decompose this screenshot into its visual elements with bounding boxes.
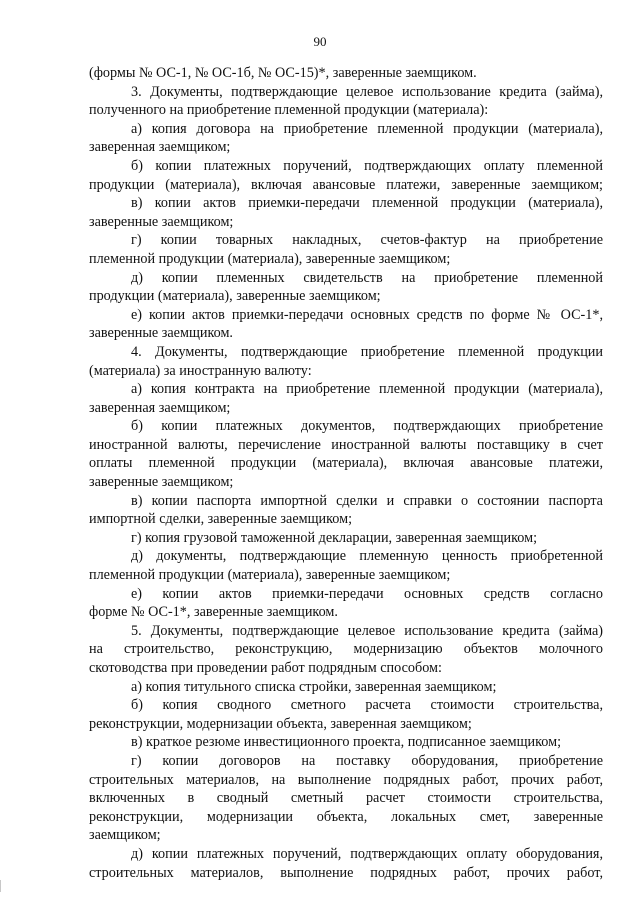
text-line: 5. Документы, подтверждающие целевое использование кредита (займа) (131, 622, 603, 639)
text-line: племенной продукции (материала), заверенные заемщиком; (89, 250, 451, 267)
text-line: заемщиком; (89, 827, 161, 844)
text-line: б) копии платежных документов, подтверждающих приобретение (131, 418, 603, 435)
text-line: в) копии паспорта импортной сделки и справки о состоянии паспорта (131, 492, 603, 509)
scan-edge-mark (0, 880, 5, 892)
text-line: в) краткое резюме инвестиционного проекта, подписанное заемщиком; (131, 734, 562, 751)
text-line: заверенная заемщиком; (89, 399, 231, 416)
text-line: заверенные заемщиком; (89, 213, 234, 230)
text-line: г) копии договоров на поставку оборудования, приобретение (131, 752, 603, 769)
text-line: импортной сделки, заверенные заемщиком; (89, 511, 353, 528)
text-line: иностранной валюты, перечисление иностранной валюты поставщику в счет (89, 436, 603, 453)
text-line: оплаты племенной продукции (материала), включая авансовые платежи, (89, 455, 603, 472)
text-line: продукции (материала), включая авансовые платежи, заверенные заемщиком; (89, 176, 603, 193)
text-line: е) копии актов приемки-передачи основных средств согласно (131, 585, 603, 602)
text-line: реконструкции, модернизации объекта, заверенная заемщиком; (89, 715, 472, 732)
text-line: полученного на приобретение племенной продукции (материала): (89, 102, 489, 119)
text-line: е) копии актов приемки-передачи основных средств по форме № ОС-1*, (131, 306, 603, 323)
text-line: д) документы, подтверждающие племенную ценность приобретенной (131, 548, 603, 565)
text-line: а) копия договора на приобретение племенной продукции (материала), (131, 120, 603, 137)
text-line: (материала) за иностранную валюту: (89, 362, 312, 379)
text-line: заверенные заемщиком; (89, 474, 234, 491)
text-line: (формы № ОС-1, № ОС-1б, № ОС-15)*, заверенные заемщиком. (89, 65, 477, 81)
text-line: племенной продукции (материала), заверенные заемщиком; (89, 567, 451, 584)
text-line: скотоводства при проведении работ подрядным способом: (89, 660, 442, 676)
text-line: в) копии актов приемки-передачи племенной продукции (материала), (131, 195, 603, 212)
text-line: г) копия грузовой таможенной декларации, заверенная заемщиком; (131, 529, 538, 546)
text-line: заверенные заемщиком. (89, 325, 233, 342)
text-line: продукции (материала), заверенные заемщиком; (89, 288, 381, 305)
document-body (89, 64, 603, 882)
text-line: б) копии платежных поручений, подтверждающих оплату племенной (131, 157, 603, 174)
text-line: реконструкции, модернизации объекта, локальных смет, заверенные (89, 808, 603, 825)
text-line: а) копия титульного списка стройки, заверенная заемщиком; (131, 678, 497, 695)
text-line: форме № ОС-1*, заверенные заемщиком. (89, 604, 338, 621)
text-line: д) копии племенных свидетельств на приобретение племенной (131, 269, 603, 286)
text-line: строительных материалов, на выполнение подрядных работ, прочих работ, (89, 771, 603, 788)
text-line: г) копии товарных накладных, счетов-фактур на приобретение (131, 232, 603, 249)
text-line: строительных материалов, выполнение подрядных работ, прочих работ, (89, 864, 603, 881)
text-line: на строительство, реконструкцию, модернизацию объектов молочного (89, 641, 603, 658)
text-line: а) копия контракта на приобретение племенной продукции (материала), (131, 381, 603, 398)
page-number: 90 (313, 34, 327, 49)
text-line: д) копии платежных поручений, подтверждающих оплату оборудования, (131, 845, 603, 862)
text-line: б) копия сводного сметного расчета стоимости строительства, (131, 697, 603, 714)
text-line: включенных в сводный сметный расчет стоимости строительства, (89, 790, 603, 807)
text-line: заверенная заемщиком; (89, 139, 231, 156)
text-line: 4. Документы, подтверждающие приобретение племенной продукции (131, 343, 603, 360)
text-line: 3. Документы, подтверждающие целевое использование кредита (займа), (131, 83, 603, 100)
